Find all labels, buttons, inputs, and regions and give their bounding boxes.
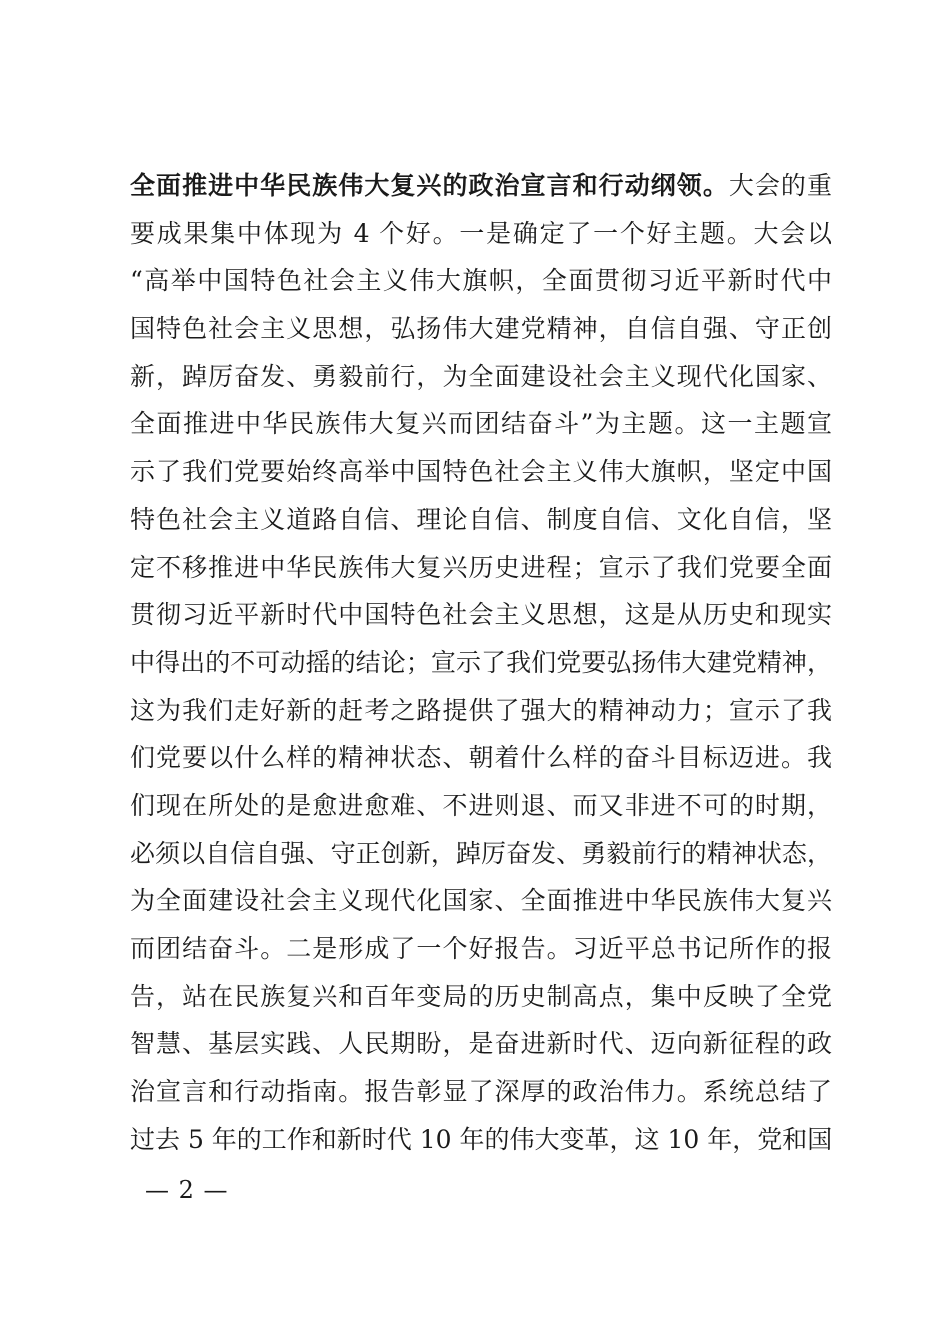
line-text: 过去 5 年的工作和新时代 10 年的伟大变革，这 10 年，党和国: [130, 1124, 833, 1154]
line-text: 中得出的不可动摇的结论；宣示了我们党要弘扬伟大建党精神，: [130, 647, 832, 677]
text-line: [130, 210, 832, 258]
bold-lead-sentence: 全面推进中华民族伟大复兴的政治宣言和行动纲领。: [130, 171, 729, 200]
text-line: [130, 734, 832, 782]
line-text: 特色社会主义道路自信、理论自信、制度自信、文化自信，坚: [130, 504, 832, 534]
line-text: 为全面建设社会主义现代化国家、全面推进中华民族伟大复兴: [130, 886, 832, 916]
line-text: 告，站在民族复兴和百年变局的历史制高点，集中反映了全党: [130, 981, 832, 1011]
line-text: 定不移推进中华民族伟大复兴历史进程；宣示了我们党要全面: [130, 552, 832, 582]
text-line: [130, 687, 832, 735]
text-line: [130, 1020, 832, 1068]
text-line: [130, 353, 832, 401]
line-text: 而团结奋斗。二是形成了一个好报告。习近平总书记所作的报: [130, 934, 832, 963]
line-text: 新，踔厉奋发、勇毅前行，为全面建设社会主义现代化国家、: [130, 361, 832, 391]
text-line: [130, 830, 832, 878]
text-line: [130, 782, 832, 830]
text-line: [130, 591, 832, 639]
page-number: — 2 —: [145, 1176, 229, 1204]
line-text: 们党要以什么样的精神状态、朝着什么样的奋斗目标迈进。我: [130, 743, 832, 773]
text-line: [130, 305, 832, 353]
text-line: [130, 639, 832, 687]
text-line: [130, 257, 832, 305]
line-text: 国特色社会主义思想，弘扬伟大建党精神，自信自强、守正创: [130, 314, 832, 344]
text-line: [130, 925, 832, 973]
text-line: [130, 973, 832, 1021]
text-line: [130, 448, 832, 496]
text-line: [130, 877, 832, 925]
text-line: [130, 162, 832, 210]
body-text: [130, 162, 832, 1163]
text-line: [130, 544, 832, 592]
line-text: 示了我们党要始终高举中国特色社会主义伟大旗帜，坚定中国: [130, 457, 832, 487]
line-text: 必须以自信自强、守正创新，踔厉奋发、勇毅前行的精神状态，: [130, 838, 832, 868]
line-text: 治宣言和行动指南。报告彰显了深厚的政治伟力。系统总结了: [130, 1077, 832, 1107]
line-text: “高举中国特色社会主义伟大旗帜，全面贯彻习近平新时代中: [130, 266, 832, 296]
line-text: 智慧、基层实践、人民期盼，是奋进新时代、迈向新征程的政: [130, 1029, 832, 1059]
line-text: 们现在所处的是愈进愈难、不进则退、而又非进不可的时期，: [130, 790, 832, 820]
line-text: 这为我们走好新的赶考之路提供了强大的精神动力；宣示了我: [130, 695, 832, 725]
text-line: [130, 1116, 832, 1164]
line-text: 贯彻习近平新时代中国特色社会主义思想，这是从历史和现实: [130, 600, 832, 630]
line-text: 大会的重: [728, 171, 832, 200]
line-text: 全面推进中华民族伟大复兴而团结奋斗”为主题。这一主题宣: [130, 409, 832, 439]
line-text: 要成果集中体现为 4 个好。一是确定了一个好主题。大会以: [130, 218, 832, 248]
text-line: [130, 400, 832, 448]
text-line: [130, 1068, 832, 1116]
text-line: [130, 496, 832, 544]
